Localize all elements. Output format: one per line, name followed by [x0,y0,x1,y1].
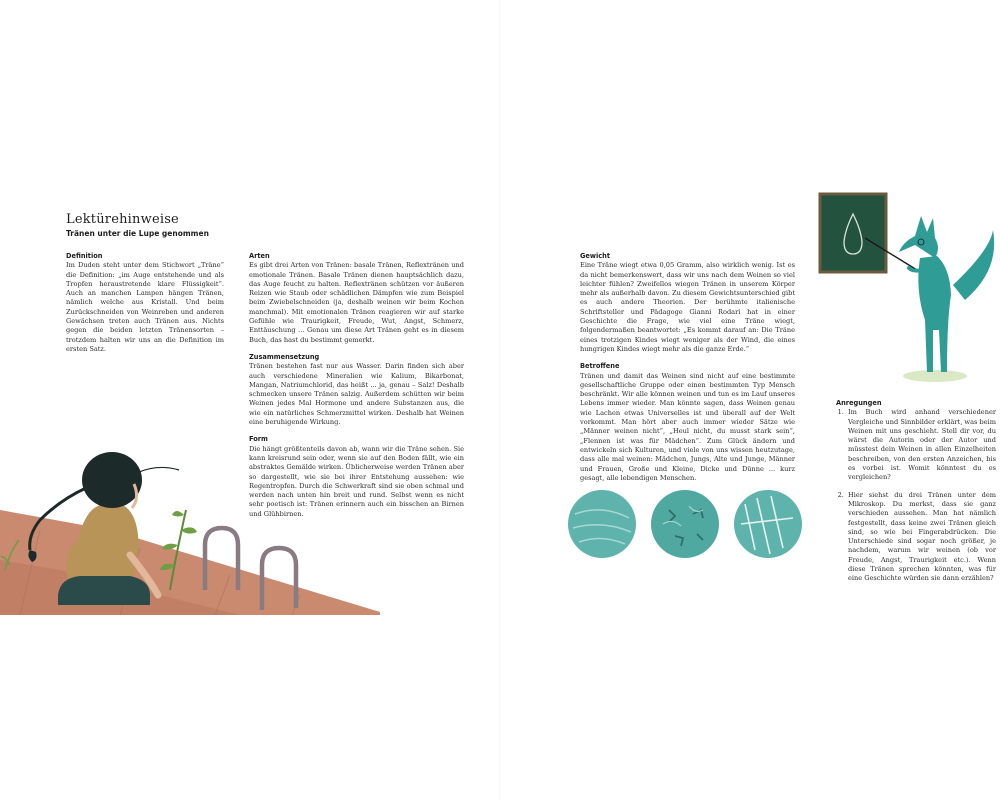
section-text: Tränen und damit das Weinen sind nicht auf eine bestimmte gesellschaftliche Gruppe oder einen bestimmten Typ Mensch beschränkt. Wir alle können weinen und tun es im Lauf unseres Lebens immer wieder. Man könnte sagen, dass Weinen genau wie Lachen etwas Universelles ist und überall auf der Welt vorkommt. Man hört aber auch immer wieder Sätze wie „Männer weinen nicht“, „Heul nicht, du musst stark sein“, „Flennen ist was für Mädchen“. Zum Glück ändern und entwickeln sich Kulturen, und viele von uns wissen heutzutage, dass alle mal weinen: Mädchen, Jungs, Alte und Junge, Männer und Frauen, Große und Kleine, Dicke und Dünne ... kurz gesagt, alle lebendigen Menschen. [580,371,795,482]
girl-hair [82,452,142,508]
ideas-list [836,408,996,583]
ground-shadow [903,370,967,382]
girl-by-pool-illustration [0,380,380,615]
section-text: Im Duden steht unter dem Stichwort „Träne“ die Definition: „im Auge entstehende und als Tropfen heraustretende klare Flüssigkeit“. Auch an manchen Lampen hängen Tränen, nämlich welche aus Kristall. Und beim Zurückschneiden von Weinreben und anderen Gewächsen treten auch Tränen aus. Nichts gegen die beiden letzten Tränensorten – trotzdem halten wir uns an die Definition im ersten Satz. [66,261,224,353]
page-subtitle: Tränen unter die Lupe genommen [66,229,209,238]
tear-circle-3 [734,490,802,558]
wolf-arm [909,268,923,271]
girl-shorts [58,576,150,605]
column-anregungen [836,399,996,592]
wolf-teacher-illustration [815,190,1000,390]
list-item: 2. Hier siehst du drei Tränen unter dem Mikroskop. Du merkst, dass sie ganz verschieden aussehen. Man hat nämlich festgestellt, dass keine zwei Tränen gleich sind, so wie bei Fingerabdrücken. Die Unterschiede sind sogar noch größer, je nachdem, warum wir weinen (ob vor Freude, Angst, Traurigkeit etc.). Wenn diese Tränen sprechen könnten, was für eine Geschichte würden sie dann erzählen? [846,491,996,584]
section-gewicht [580,252,795,354]
tear-circle-1 [568,490,636,558]
wolf-tail [953,230,994,300]
microscope-tears-illustration [565,484,805,564]
section-definition [66,252,224,354]
column-definition [66,252,224,362]
section-text: Eine Träne wiegt etwa 0,05 Gramm, also wirklich wenig. Ist es da nicht bemerkenswert, dass wir uns nach dem Weinen so viel leichter fühlen? Zweifellos wiegen Tränen in unserem Körper mehr als außerhalb davon. Zu diesem Gewichtsunterschied gibt es auch andere Theorien. Der berühmte italienische Schriftsteller und Pädagoge Gianni Rodari hat in einer Geschichte die Frage, wie viel eine Träne wiegt, folgendermaßen beantwortet: „Es kommt darauf an: Die Träne eines trotzigen Kindes wiegt weniger als der Wind, die eines hungrigen Kindes wiegt mehr als die ganze Erde.“ [580,261,795,353]
page-gutter [499,0,501,800]
tear-circle-2 [651,490,719,558]
section-arten [249,252,464,345]
list-item: 1. Im Buch wird anhand verschiedener Vergleiche und Sinnbilder erklärt, was beim Weinen mit uns geschieht. Stell dir vor, du wärst die Autorin oder der Autor und müsstest dein Weinen in allen Einzelheiten beschreiben, von den ersten Anzeichen, bis es vorbei ist. Womit könntest du es vergleichen? [846,408,996,482]
section-heading: Arten [249,252,270,260]
section-text: Tränen bestehen fast nur aus Wasser. Darin finden sich aber auch verschiedene Mineralien wie Kalium, Bikarbonat, Mangan, Natriumchlorid, das heißt ... ja, genau – Salz! Deshalb schmecken unsere Tränen salzig. Außerdem schütten wir beim Weinen jedes Mal Hormone und andere Substanzen aus, die wie ein natürliches Schmerzmittel wirken. Deshalb hat Weinen eine beruhigende Wirkung. [249,362,464,427]
wolf-body [918,256,951,372]
chalkboard [820,194,886,272]
section-heading: Betroffene [580,362,620,371]
section-heading: Definition [66,252,103,260]
page-title: Lektürehinweise [66,212,179,227]
section-heading: Anregungen [836,399,882,407]
section-betroffene [580,362,795,483]
column-gewicht [580,252,795,491]
wolf-head [899,216,938,258]
section-text: Es gibt drei Arten von Tränen: basale Tränen, Reflextränen und emotionale Tränen. Basale Tränen dienen hauptsächlich dazu, das Auge feucht zu halten. Reflextränen schützen vor äußeren Reizen wie Staub oder schädlichen Dämpfen wie zum Beispiel beim Zwiebelschneiden (ja, deshalb weinen wir beim Kochen manchmal). Mit emotionalen Tränen reagieren wir auf starke Gefühle wie Traurigkeit, Freude, Wut, Angst, Schmerz, Enttäuschung ... Genau um diese Art Tränen geht es in diesem Buch, das hast du bestimmt gemerkt. [249,261,464,344]
section-heading: Gewicht [580,252,610,260]
girl-shirt [66,503,138,585]
section-text: Die hängt größtenteils davon ab, wann wir die Träne sehen. Sie kann kreisrund sein oder, wenn sie auf den Boden fällt, wie ein abstraktes Gemälde wirken. Üblicherweise werden Tränen aber so dargestellt, wie sie bei ihrer Entstehung aussehen: wie Regentropfen. Durch die Schwerkraft sind sie oben schmal und werden nach unten hin breit und rund. Selbst wenn es nicht sehr poetisch ist: Tränen erinnern auch ein bisschen an Birnen und Glühbirnen. [249,444,464,518]
section-heading: Form [249,435,268,444]
section-heading: Zusammensetzung [249,352,320,361]
hair-strand [139,467,179,472]
